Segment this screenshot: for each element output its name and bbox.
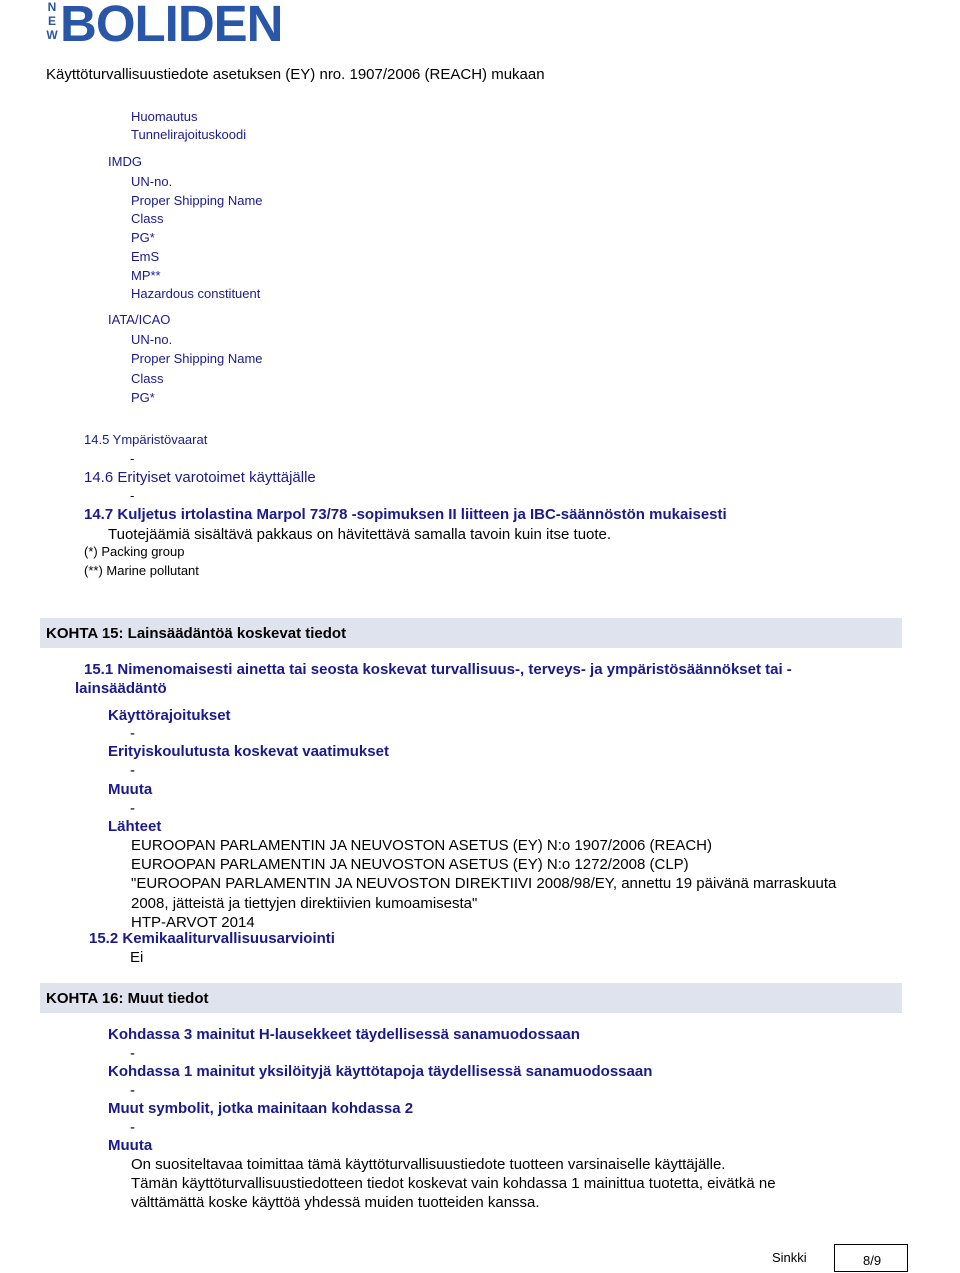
logo-prefix-letter: W: [46, 28, 58, 42]
muut-symbolit-value: -: [130, 1119, 135, 1136]
lahteet-item: "EUROOPAN PARLAMENTIN JA NEUVOSTON DIREKTIIVI 2008/98/EY, annettu 19 päivänä marraskuuta: [131, 875, 837, 893]
s147-title: 14.7 Kuljetus irtolastina Marpol 73/78 -sopimuksen II liitteen ja IBC-säännöstön mukaisesti: [84, 506, 727, 523]
muuta-15-title: Muuta: [108, 781, 153, 798]
s151-title-line1: 15.1 Nimenomaisesti ainetta tai seosta koskevat turvallisuus-, terveys- ja ympäristösäännökset tai -: [84, 661, 792, 678]
kayttorajoitukset-value: -: [130, 725, 135, 742]
label-tunnelirajoituskoodi: Tunnelirajoituskoodi: [131, 127, 247, 142]
note-packing-group: (*) Packing group: [84, 544, 185, 559]
lahteet-item: 2008, jätteistä ja tiettyjen direktiivien kumoamisesta": [131, 894, 478, 912]
logo-prefix-letter: E: [47, 14, 56, 28]
s146-value: -: [130, 488, 135, 503]
muuta-item: Tämän käyttöturvallisuustiedotteen tiedot koskevat vain kohdassa 1 mainittua tuotetta, eivätkä ne: [131, 1175, 776, 1193]
imdg-item: MP**: [131, 267, 161, 283]
lahteet-item: EUROOPAN PARLAMENTIN JA NEUVOSTON ASETUS (EY) N:o 1272/2008 (CLP): [131, 856, 689, 874]
footer-page: 8/9: [863, 1253, 882, 1268]
document-header: Käyttöturvallisuustiedote asetuksen (EY) nro. 1907/2006 (REACH) mukaan: [46, 66, 545, 83]
muuta-15-value: -: [130, 800, 135, 817]
erityiskoulutus-value: -: [130, 762, 135, 779]
imdg-item: UN-no.: [131, 174, 173, 189]
imdg-item: Hazardous constituent: [131, 286, 261, 302]
imdg-item: EmS: [131, 248, 160, 264]
footer-page-box: [834, 1244, 908, 1272]
lahteet-item: EUROOPAN PARLAMENTIN JA NEUVOSTON ASETUS (EY) N:o 1907/2006 (REACH): [131, 837, 712, 854]
s151-title-line2: lainsäädäntö: [75, 680, 167, 697]
iata-item: UN-no.: [131, 332, 173, 347]
h-lausekkeet-title: Kohdassa 3 mainitut H-lausekkeet täydellisessä sanamuodossaan: [108, 1026, 580, 1043]
s147-value: Tuotejäämiä sisältävä pakkaus on hävitettävä samalla tavoin kuin itse tuote.: [108, 526, 612, 543]
kayttotavat-value: -: [130, 1082, 135, 1099]
imdg-item: Class: [131, 211, 164, 227]
kayttorajoitukset-title: Käyttörajoitukset: [108, 707, 231, 724]
note-marine-pollutant: (**) Marine pollutant: [84, 563, 199, 578]
footer-product: Sinkki: [772, 1250, 807, 1265]
section-16-bar: [40, 983, 902, 1013]
muuta-16-title: Muuta: [108, 1137, 153, 1154]
iata-heading: IATA/ICAO: [108, 312, 171, 327]
imdg-heading: IMDG: [108, 154, 142, 169]
label-huomautus: Huomautus: [131, 109, 198, 124]
s152-value: Ei: [130, 949, 144, 966]
s145-title: 14.5 Ympäristövaarat: [84, 432, 208, 447]
s152-title: 15.2 Kemikaaliturvallisuusarviointi: [89, 930, 335, 947]
iata-item: Proper Shipping Name: [131, 351, 263, 367]
imdg-item: PG*: [131, 230, 155, 246]
section-15-bar: [40, 618, 902, 648]
s146-title: 14.6 Erityiset varotoimet käyttäjälle: [84, 469, 316, 486]
muuta-item: On suositeltavaa toimittaa tämä käyttöturvallisuustiedote tuotteen varsinaiselle käyttäjälle.: [131, 1156, 726, 1173]
h-lausekkeet-value: -: [130, 1045, 135, 1062]
muuta-item: välttämättä koske käyttöä yhdessä muiden tuotteiden kanssa.: [131, 1194, 540, 1212]
logo-prefix-letter: N: [47, 0, 57, 14]
logo-brand: BOLIDEN: [60, 0, 283, 52]
muut-symbolit-title: Muut symbolit, jotka mainitaan kohdassa 2: [108, 1100, 414, 1117]
s145-value: -: [130, 451, 135, 466]
section-15-title: KOHTA 15: Lainsäädäntöä koskevat tiedot: [46, 625, 347, 642]
iata-item: Class: [131, 370, 164, 386]
lahteet-item: HTP-ARVOT 2014: [131, 913, 255, 931]
lahteet-title: Lähteet: [108, 818, 162, 835]
erityiskoulutus-title: Erityiskoulutusta koskevat vaatimukset: [108, 743, 389, 760]
section-16-title: KOHTA 16: Muut tiedot: [46, 990, 209, 1007]
iata-item: PG*: [131, 389, 155, 405]
imdg-item: Proper Shipping Name: [131, 192, 263, 208]
logo-prefix: [44, 2, 60, 44]
kayttotavat-title: Kohdassa 1 mainitut yksilöityjä käyttötapoja täydellisessä sanamuodossaan: [108, 1063, 653, 1080]
